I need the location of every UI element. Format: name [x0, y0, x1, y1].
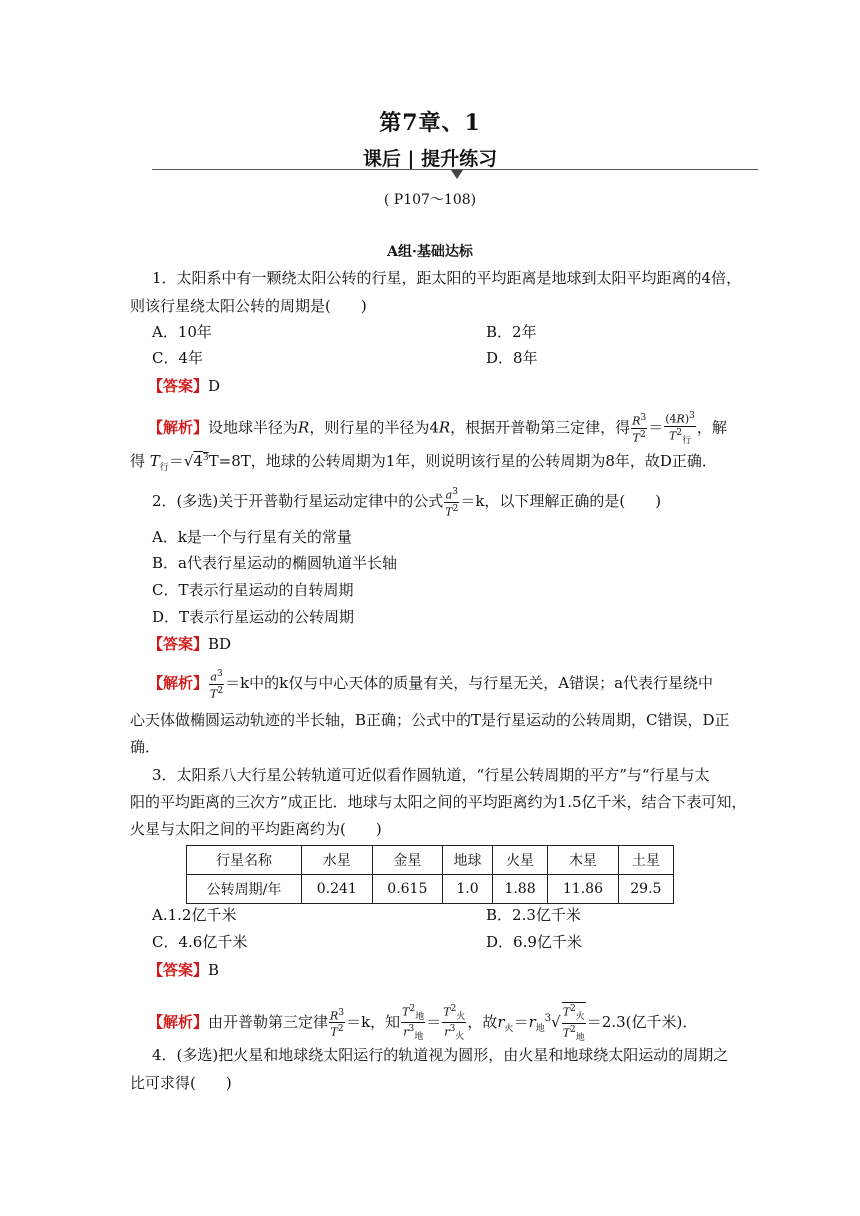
q2-analysis-line1-text: ＝k中的k仅与中心天体的质量有关，与行星无关，A错误；a代表行星绕中: [225, 674, 714, 693]
q2-stem-a: 2．(多选)关于开普勒行星运动定律中的公式: [152, 492, 444, 511]
q3-analysis-c: ，故: [467, 1012, 498, 1031]
q1-analysis-line1: 【解析】设地球半径为R，则行星的半径为4R，根据开普勒第三定律，得 $\frac{R^3}{T^2}$ ＝ $\frac{(4R)^3}{T^2_行}$ ，解: [148, 411, 727, 446]
chapter-title: 第7章、1: [379, 110, 481, 136]
fraction-4r3-t2: $\frac{(4R)^3}{T^2_行}$: [665, 411, 695, 446]
q2-option-c: C．T表示行星运动的自转周期: [152, 581, 354, 599]
orbital-period-table: [186, 845, 674, 904]
page-range: ( P107～108): [383, 192, 477, 208]
q1-option-d: D．8年: [486, 349, 538, 367]
table-cell: 11.86: [548, 875, 619, 904]
answer-label: 【答案】: [148, 635, 209, 653]
q2-option-a: A．k是一个与行星有关的常量: [152, 528, 352, 546]
q3-analysis-d: ＝2.3(亿千米)．: [586, 1012, 698, 1031]
q3-answer: [148, 960, 219, 980]
q2-answer: [148, 634, 231, 654]
table-cell: 0.241: [302, 875, 373, 904]
q1-option-c: C．4年: [152, 349, 204, 367]
q3-stem-line1: 3．太阳系八大行星公转轨道可近似看作圆轨道，“行星公转周期的平方”与“行星与太: [152, 766, 710, 784]
table-cell: 土星: [618, 846, 673, 875]
q1-stem-line1: 1．太阳系中有一颗绕太阳公转的行星，距太阳的平均距离是地球到太阳平均距离的4倍，: [152, 269, 742, 287]
q3-analysis: 【解析】由开普勒第三定律 $\frac{R^3}{T^2}$ ＝k，知 $\frac{T^2_地}{r^3_地}$ ＝ $\frac{T^2_火}{r^3_火}$ ，故$r_火=r_地^3√$ $\frac{T^2_火}{T^2_地}$ ＝2.3(亿千米)．: [148, 1003, 698, 1043]
q3-stem-line2: 阳的平均距离的三次方”成正比．地球与太阳之间的平均距离约为1.5亿千米，结合下表可知，: [130, 793, 747, 811]
table-cell: 0.615: [372, 875, 443, 904]
q4-stem-line2: 比可求得( ): [130, 1074, 232, 1092]
table-row: [187, 846, 674, 875]
answer-label: 【答案】: [148, 961, 209, 979]
q3-option-b: B．2.3亿千米: [486, 906, 581, 924]
table-cell: 木星: [548, 846, 619, 875]
q1-analysis-d: ，解: [696, 418, 727, 437]
q2-option-b: B．a代表行星运动的椭圆轨道半长轴: [152, 554, 397, 572]
table-cell: 行星名称: [187, 846, 302, 875]
table-cell: 地球: [443, 846, 493, 875]
table-cell: 1.88: [492, 875, 547, 904]
q2-stem-b: ＝k，以下理解正确的是( ): [460, 492, 662, 511]
triangle-marker-icon: [451, 170, 463, 179]
fraction-t-mars-r-mars: $\frac{T^2_火}{r^3_火}$: [443, 1003, 466, 1043]
q2-answer-value: BD: [208, 635, 232, 653]
q2-option-d: D．T表示行星运动的公转周期: [152, 608, 355, 626]
table-cell: 29.5: [618, 875, 673, 904]
q3-option-c: C．4.6亿千米: [152, 933, 248, 951]
q1-answer: [148, 376, 220, 396]
q1-analysis-line2-text: T=8T，地球的公转周期为1年，则说明该行星的公转周期为8年，故D正确．: [208, 452, 717, 470]
q2-analysis-line3: 确．: [130, 738, 161, 756]
section-subtitle: 课后 | 提升练习: [362, 148, 498, 170]
table-cell: 1.0: [443, 875, 493, 904]
table-cell: 水星: [302, 846, 373, 875]
fraction-t-mars-t-earth: $\frac{T^2_火}{T^2_地}$: [562, 1004, 585, 1043]
q1-analysis-c: ，根据开普勒第三定律，得: [450, 418, 631, 437]
fraction-a3-t2: $\frac{a^3}{T^2}$: [210, 669, 224, 701]
analysis-label: 【解析】: [148, 418, 209, 437]
q3-option-d: D．6.9亿千米: [486, 933, 582, 951]
q3-answer-value: B: [208, 961, 220, 979]
q3-analysis-a: 由开普勒第三定律: [208, 1012, 329, 1031]
q3-stem-line3: 火星与太阳之间的平均距离约为( ): [130, 820, 382, 838]
table-row: [187, 875, 674, 904]
q2-analysis-line2: 心天体做椭圆运动轨迹的半长轴，B正确；公式中的T是行星运动的公转周期，C错误，D正: [130, 711, 730, 729]
group-heading: A组·基础达标: [387, 244, 473, 260]
analysis-label: 【解析】: [148, 1012, 209, 1031]
fraction-a3-t2: $\frac{a^3}{T^2}$: [445, 487, 459, 519]
q3-analysis-b: ＝k，知: [346, 1012, 401, 1031]
table-cell: 金星: [372, 846, 443, 875]
fraction-r3-t2: $\frac{R^3}{T^2}$: [632, 413, 647, 445]
table-cell: 火星: [492, 846, 547, 875]
q1-option-a: A．10年: [152, 323, 212, 341]
q1-analysis-b: ，则行星的半径为4: [309, 418, 439, 437]
fraction-r3-t2: $\frac{R^3}{T^2}$: [330, 1007, 345, 1039]
q1-stem-line2: 则该行星绕太阳公转的周期是( ): [130, 297, 367, 315]
table-cell: 公转周期/年: [187, 875, 302, 904]
fraction-t-earth-r-earth: $\frac{T^2_地}{r^3_地}$: [402, 1003, 425, 1043]
q1-option-b: B．2年: [486, 323, 537, 341]
q1-analysis-line2: 得 $T_行=√4^3T=8T$，地球的公转周期为1年，则说明该行星的公转周期为8年，故D正确．: [130, 452, 717, 473]
q2-analysis-line1: [148, 668, 713, 700]
analysis-label: 【解析】: [148, 674, 209, 693]
q1-answer-value: D: [208, 377, 221, 395]
q3-option-a: A.1.2亿千米: [152, 906, 237, 924]
q2-stem: [152, 486, 661, 518]
q4-stem-line1: 4．(多选)把火星和地球绕太阳运行的轨道视为圆形，由火星和地球绕太阳运动的周期之: [152, 1046, 729, 1064]
q1-analysis-a: 设地球半径为: [208, 418, 299, 437]
answer-label: 【答案】: [148, 377, 209, 395]
